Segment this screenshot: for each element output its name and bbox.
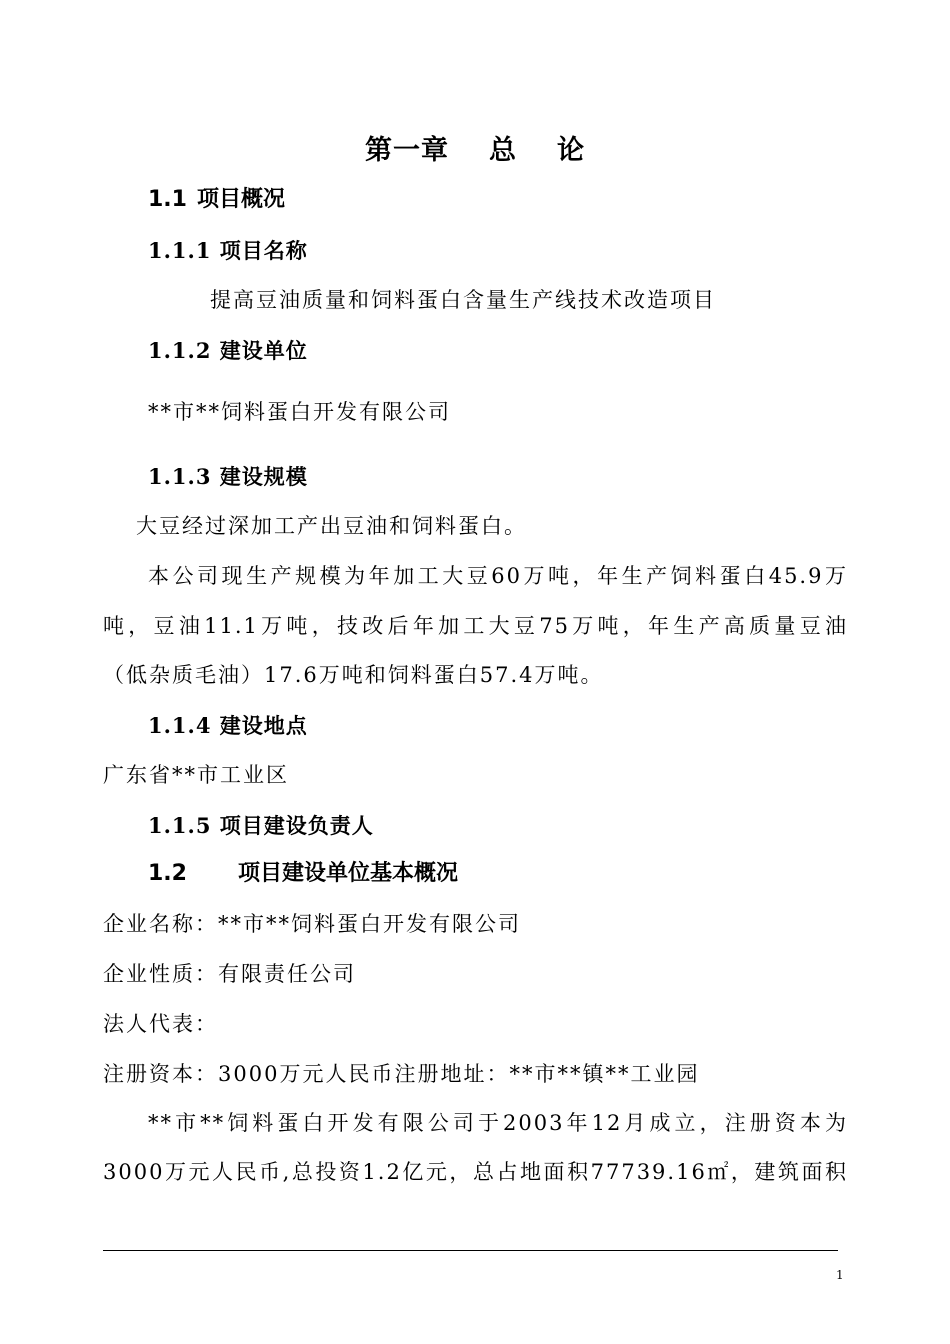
section-1-1-2-heading: 1.1.2 建设单位 bbox=[148, 338, 308, 363]
legal-representative-line: 法人代表： bbox=[103, 1012, 218, 1036]
section-title: 项目概况 bbox=[196, 187, 285, 212]
chapter-number: 第一章 bbox=[365, 135, 449, 166]
section-1-1-heading bbox=[148, 189, 285, 211]
builder-unit-text: **市**饲料蛋白开发有限公司 bbox=[148, 400, 451, 424]
company-paragraph-line-1: **市**饲料蛋白开发有限公司于2003年12月成立，注册资本为 bbox=[148, 1111, 848, 1135]
section-1-1-1-heading: 1.1.1 项目名称 bbox=[148, 238, 308, 263]
section-1-1-4-heading: 1.1.4 建设地点 bbox=[148, 713, 308, 738]
section-1-1-5-heading: 1.1.5 项目建设负责人 bbox=[148, 813, 374, 838]
registered-capital-line: 注册资本：3000万元人民币注册地址：**市**镇**工业园 bbox=[103, 1062, 700, 1086]
footer-divider bbox=[103, 1250, 838, 1251]
scale-paragraph-2-line-1: 本公司现生产规模为年加工大豆60万吨，年生产饲料蛋白45.9万 bbox=[148, 564, 848, 588]
section-title: 项目建设单位基本概况 bbox=[238, 861, 459, 886]
scale-paragraph-1: 大豆经过深加工产出豆油和饲料蛋白。 bbox=[136, 514, 527, 538]
section-1-1-3-heading: 1.1.3 建设规模 bbox=[148, 464, 308, 489]
company-type-line: 企业性质：有限责任公司 bbox=[103, 962, 356, 986]
scale-paragraph-2-line-2: 吨，豆油11.1万吨，技改后年加工大豆75万吨，年生产高质量豆油 bbox=[103, 614, 848, 638]
chapter-title bbox=[0, 137, 950, 164]
section-number: 1.1 bbox=[148, 187, 187, 212]
section-1-2-heading bbox=[148, 863, 458, 885]
chapter-title-char-1: 总 bbox=[489, 135, 517, 166]
chapter-title-char-2: 论 bbox=[557, 135, 585, 166]
scale-paragraph-2-line-3: （低杂质毛油）17.6万吨和饲料蛋白57.4万吨。 bbox=[103, 663, 604, 687]
company-paragraph-line-2: 3000万元人民币,总投资1.2亿元，总占地面积77739.16㎡，建筑面积 bbox=[103, 1160, 848, 1184]
project-name-text: 提高豆油质量和饲料蛋白含量生产线技术改造项目 bbox=[210, 288, 716, 312]
company-name-line: 企业名称：**市**饲料蛋白开发有限公司 bbox=[103, 912, 521, 936]
location-text: 广东省**市工业区 bbox=[103, 763, 289, 787]
page-number: 1 bbox=[836, 1268, 844, 1282]
section-number: 1.2 bbox=[148, 861, 187, 886]
